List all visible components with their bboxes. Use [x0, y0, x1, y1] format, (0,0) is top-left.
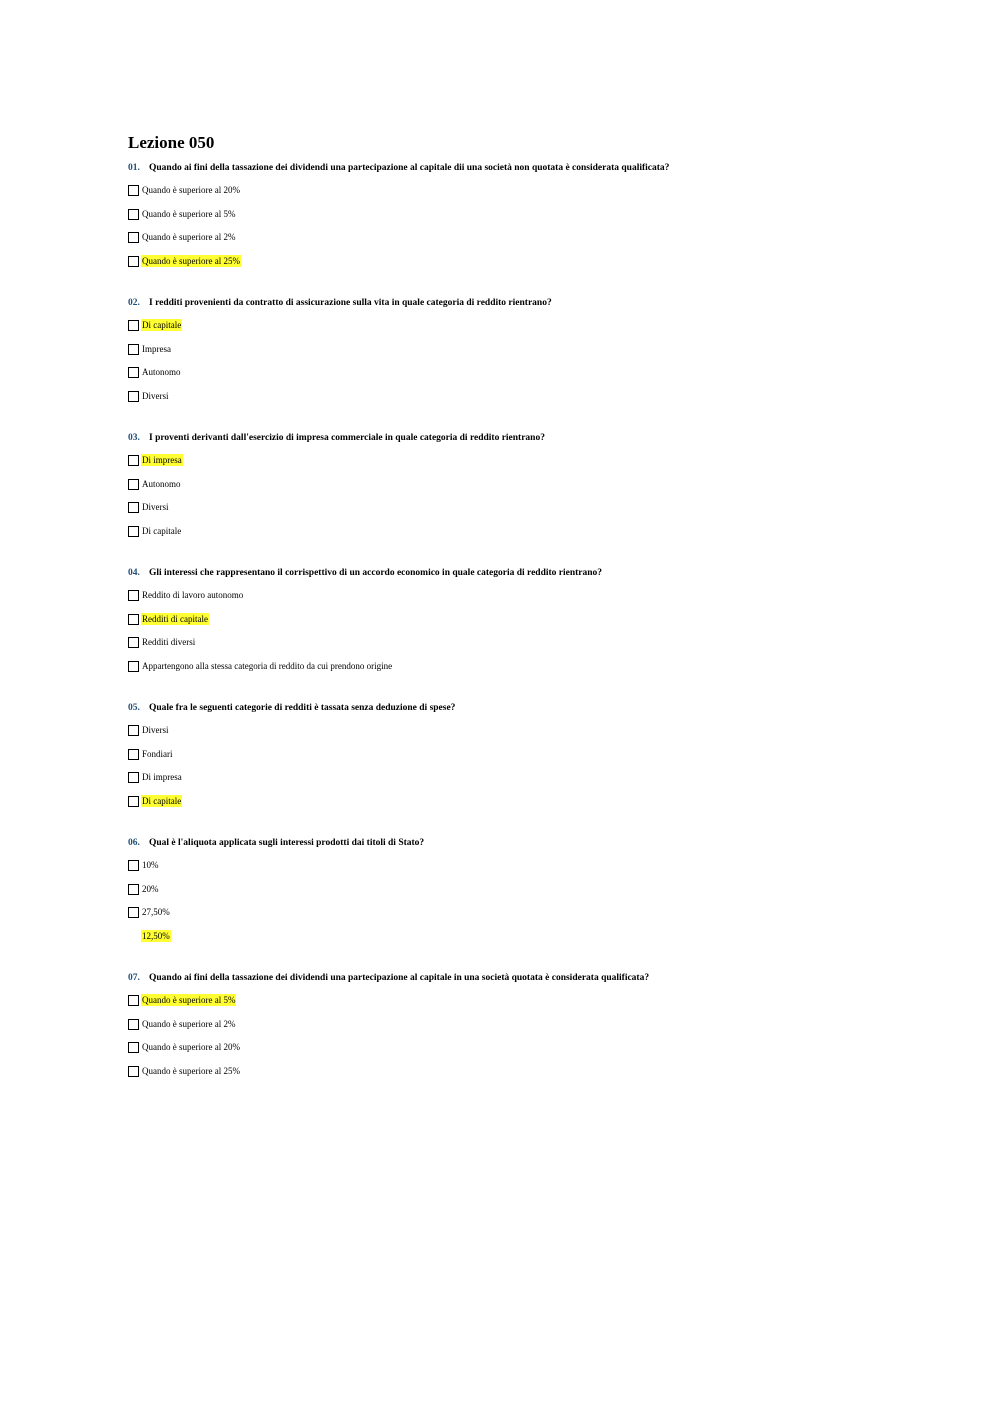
- question-number: 01.: [128, 163, 140, 173]
- answer-option[interactable]: [128, 1018, 888, 1042]
- question-text: Qual è l'aliquota applicata sugli interessi prodotti dai titoli di Stato?: [149, 838, 425, 848]
- answer-option[interactable]: [128, 208, 888, 232]
- question-text: Quale fra le seguenti categorie di redditi è tassata senza deduzione di spese?: [149, 703, 456, 713]
- answer-option-text-highlighted: Redditi di capitale: [142, 613, 208, 624]
- answer-option[interactable]: [128, 1065, 888, 1089]
- answer-option-text-highlighted: Quando è superiore al 25%: [142, 255, 240, 266]
- question-text: Quando ai fini della tassazione dei dividendi una partecipazione al capitale dii una società non quotata è considerata qualificata?: [149, 163, 670, 173]
- answer-option-text: 20%: [142, 883, 159, 894]
- answer-option[interactable]: [128, 795, 888, 819]
- answer-option[interactable]: [128, 660, 888, 684]
- question-text: I proventi derivanti dall'esercizio di impresa commerciale in quale categoria di reddito rientrano?: [149, 433, 545, 443]
- answer-option[interactable]: [128, 748, 888, 772]
- answer-option-text: Redditi diversi: [142, 637, 196, 647]
- answer-checkbox[interactable]: [128, 614, 139, 625]
- question-list: [128, 162, 888, 1088]
- answer-option[interactable]: [128, 525, 888, 549]
- question-block: [128, 432, 888, 548]
- question-header: [128, 837, 888, 850]
- answer-option-text-highlighted: 12,50%: [142, 930, 170, 941]
- question-number: 02.: [128, 298, 140, 308]
- question-text: Quando ai fini della tassazione dei dividendi una partecipazione al capitale in una società quotata è considerata qualificata?: [149, 973, 650, 983]
- answer-checkbox[interactable]: [128, 502, 139, 513]
- answer-checkbox[interactable]: [128, 256, 139, 267]
- answer-option-text-highlighted: Di capitale: [142, 795, 182, 806]
- page-title: Lezione 050: [128, 133, 215, 152]
- answer-checkbox[interactable]: [128, 772, 139, 783]
- question-block: [128, 837, 888, 953]
- question-header: [128, 702, 888, 715]
- question-number: 04.: [128, 568, 140, 578]
- answer-option-text-highlighted: Quando è superiore al 5%: [142, 995, 236, 1005]
- answer-option-text: Quando è superiore al 20%: [142, 1042, 240, 1052]
- answer-option[interactable]: [128, 343, 888, 367]
- question-header: [128, 432, 888, 445]
- answer-option[interactable]: [128, 1041, 888, 1065]
- answer-option-text: Di impresa: [142, 772, 182, 782]
- answer-checkbox[interactable]: [128, 367, 139, 378]
- answer-option-text: Di capitale: [142, 525, 182, 536]
- question-number: 05.: [128, 703, 140, 713]
- answer-option[interactable]: [128, 859, 888, 883]
- answer-checkbox[interactable]: [128, 1019, 139, 1030]
- answer-option-text: Diversi: [142, 390, 169, 401]
- answer-option-text: 10%: [142, 860, 159, 870]
- answer-checkbox[interactable]: [128, 1042, 139, 1053]
- answer-checkbox: [128, 931, 139, 942]
- answer-option[interactable]: [128, 636, 888, 660]
- answer-option[interactable]: [128, 771, 888, 795]
- answer-option-text-highlighted: Di capitale: [142, 320, 182, 330]
- answer-checkbox[interactable]: [128, 995, 139, 1006]
- answer-option[interactable]: [128, 994, 888, 1018]
- answer-checkbox[interactable]: [128, 320, 139, 331]
- answer-option[interactable]: [128, 930, 888, 954]
- answer-option[interactable]: [128, 184, 888, 208]
- answer-option[interactable]: [128, 501, 888, 525]
- answer-option[interactable]: [128, 883, 888, 907]
- answer-checkbox[interactable]: [128, 1066, 139, 1077]
- answer-option[interactable]: [128, 589, 888, 613]
- answer-checkbox[interactable]: [128, 590, 139, 601]
- question-block: [128, 162, 888, 278]
- answer-checkbox[interactable]: [128, 391, 139, 402]
- answer-option[interactable]: [128, 319, 888, 343]
- answer-option-text: Diversi: [142, 725, 169, 735]
- answer-option[interactable]: [128, 613, 888, 637]
- answer-option-text: Quando è superiore al 20%: [142, 185, 240, 195]
- question-block: [128, 297, 888, 413]
- answer-option-text: Appartengono alla stessa categoria di reddito da cui prendono origine: [142, 660, 393, 671]
- answer-option-text: Autonomo: [142, 478, 181, 489]
- answer-option[interactable]: [128, 906, 888, 930]
- answer-checkbox[interactable]: [128, 185, 139, 196]
- answer-option[interactable]: [128, 454, 888, 478]
- question-block: [128, 972, 888, 1088]
- answer-option-text: Impresa: [142, 343, 171, 354]
- quiz-page: [128, 133, 888, 1107]
- answer-option-text: Quando è superiore al 2%: [142, 1018, 236, 1029]
- question-header: [128, 162, 888, 175]
- answer-checkbox[interactable]: [128, 749, 139, 760]
- answer-option-text: Fondiari: [142, 748, 173, 759]
- answer-checkbox[interactable]: [128, 526, 139, 537]
- question-block: [128, 567, 888, 683]
- answer-checkbox[interactable]: [128, 344, 139, 355]
- answer-checkbox[interactable]: [128, 725, 139, 736]
- question-header: [128, 297, 888, 310]
- answer-checkbox[interactable]: [128, 455, 139, 466]
- answer-option-text: Quando è superiore al 5%: [142, 208, 236, 219]
- answer-option[interactable]: [128, 724, 888, 748]
- answer-option-text: Diversi: [142, 502, 169, 512]
- answer-checkbox[interactable]: [128, 884, 139, 895]
- answer-option[interactable]: [128, 255, 888, 279]
- question-text: I redditi provenienti da contratto di assicurazione sulla vita in quale categoria di reddito rientrano?: [149, 298, 552, 308]
- answer-checkbox[interactable]: [128, 637, 139, 648]
- answer-option[interactable]: [128, 390, 888, 414]
- answer-checkbox[interactable]: [128, 479, 139, 490]
- answer-checkbox[interactable]: [128, 860, 139, 871]
- question-header: [128, 567, 888, 580]
- answer-checkbox[interactable]: [128, 796, 139, 807]
- answer-option-text-highlighted: Di impresa: [142, 455, 182, 465]
- answer-option-text: Autonomo: [142, 367, 181, 377]
- answer-option-text: 27,50%: [142, 907, 170, 917]
- answer-checkbox[interactable]: [128, 232, 139, 243]
- question-block: [128, 702, 888, 818]
- answer-option[interactable]: [128, 366, 888, 390]
- question-text: Gli interessi che rappresentano il corrispettivo di un accordo economico in quale categoria di reddito rientrano?: [149, 568, 603, 578]
- question-header: [128, 972, 888, 985]
- answer-option-text: Quando è superiore al 25%: [142, 1065, 240, 1076]
- question-number: 06.: [128, 838, 140, 848]
- answer-option-text: Reddito di lavoro autonomo: [142, 590, 244, 600]
- answer-option[interactable]: [128, 478, 888, 502]
- answer-checkbox[interactable]: [128, 907, 139, 918]
- answer-checkbox[interactable]: [128, 209, 139, 220]
- question-number: 07.: [128, 973, 140, 983]
- answer-option[interactable]: [128, 231, 888, 255]
- question-number: 03.: [128, 433, 140, 443]
- answer-option-text: Quando è superiore al 2%: [142, 232, 236, 242]
- answer-checkbox[interactable]: [128, 661, 139, 672]
